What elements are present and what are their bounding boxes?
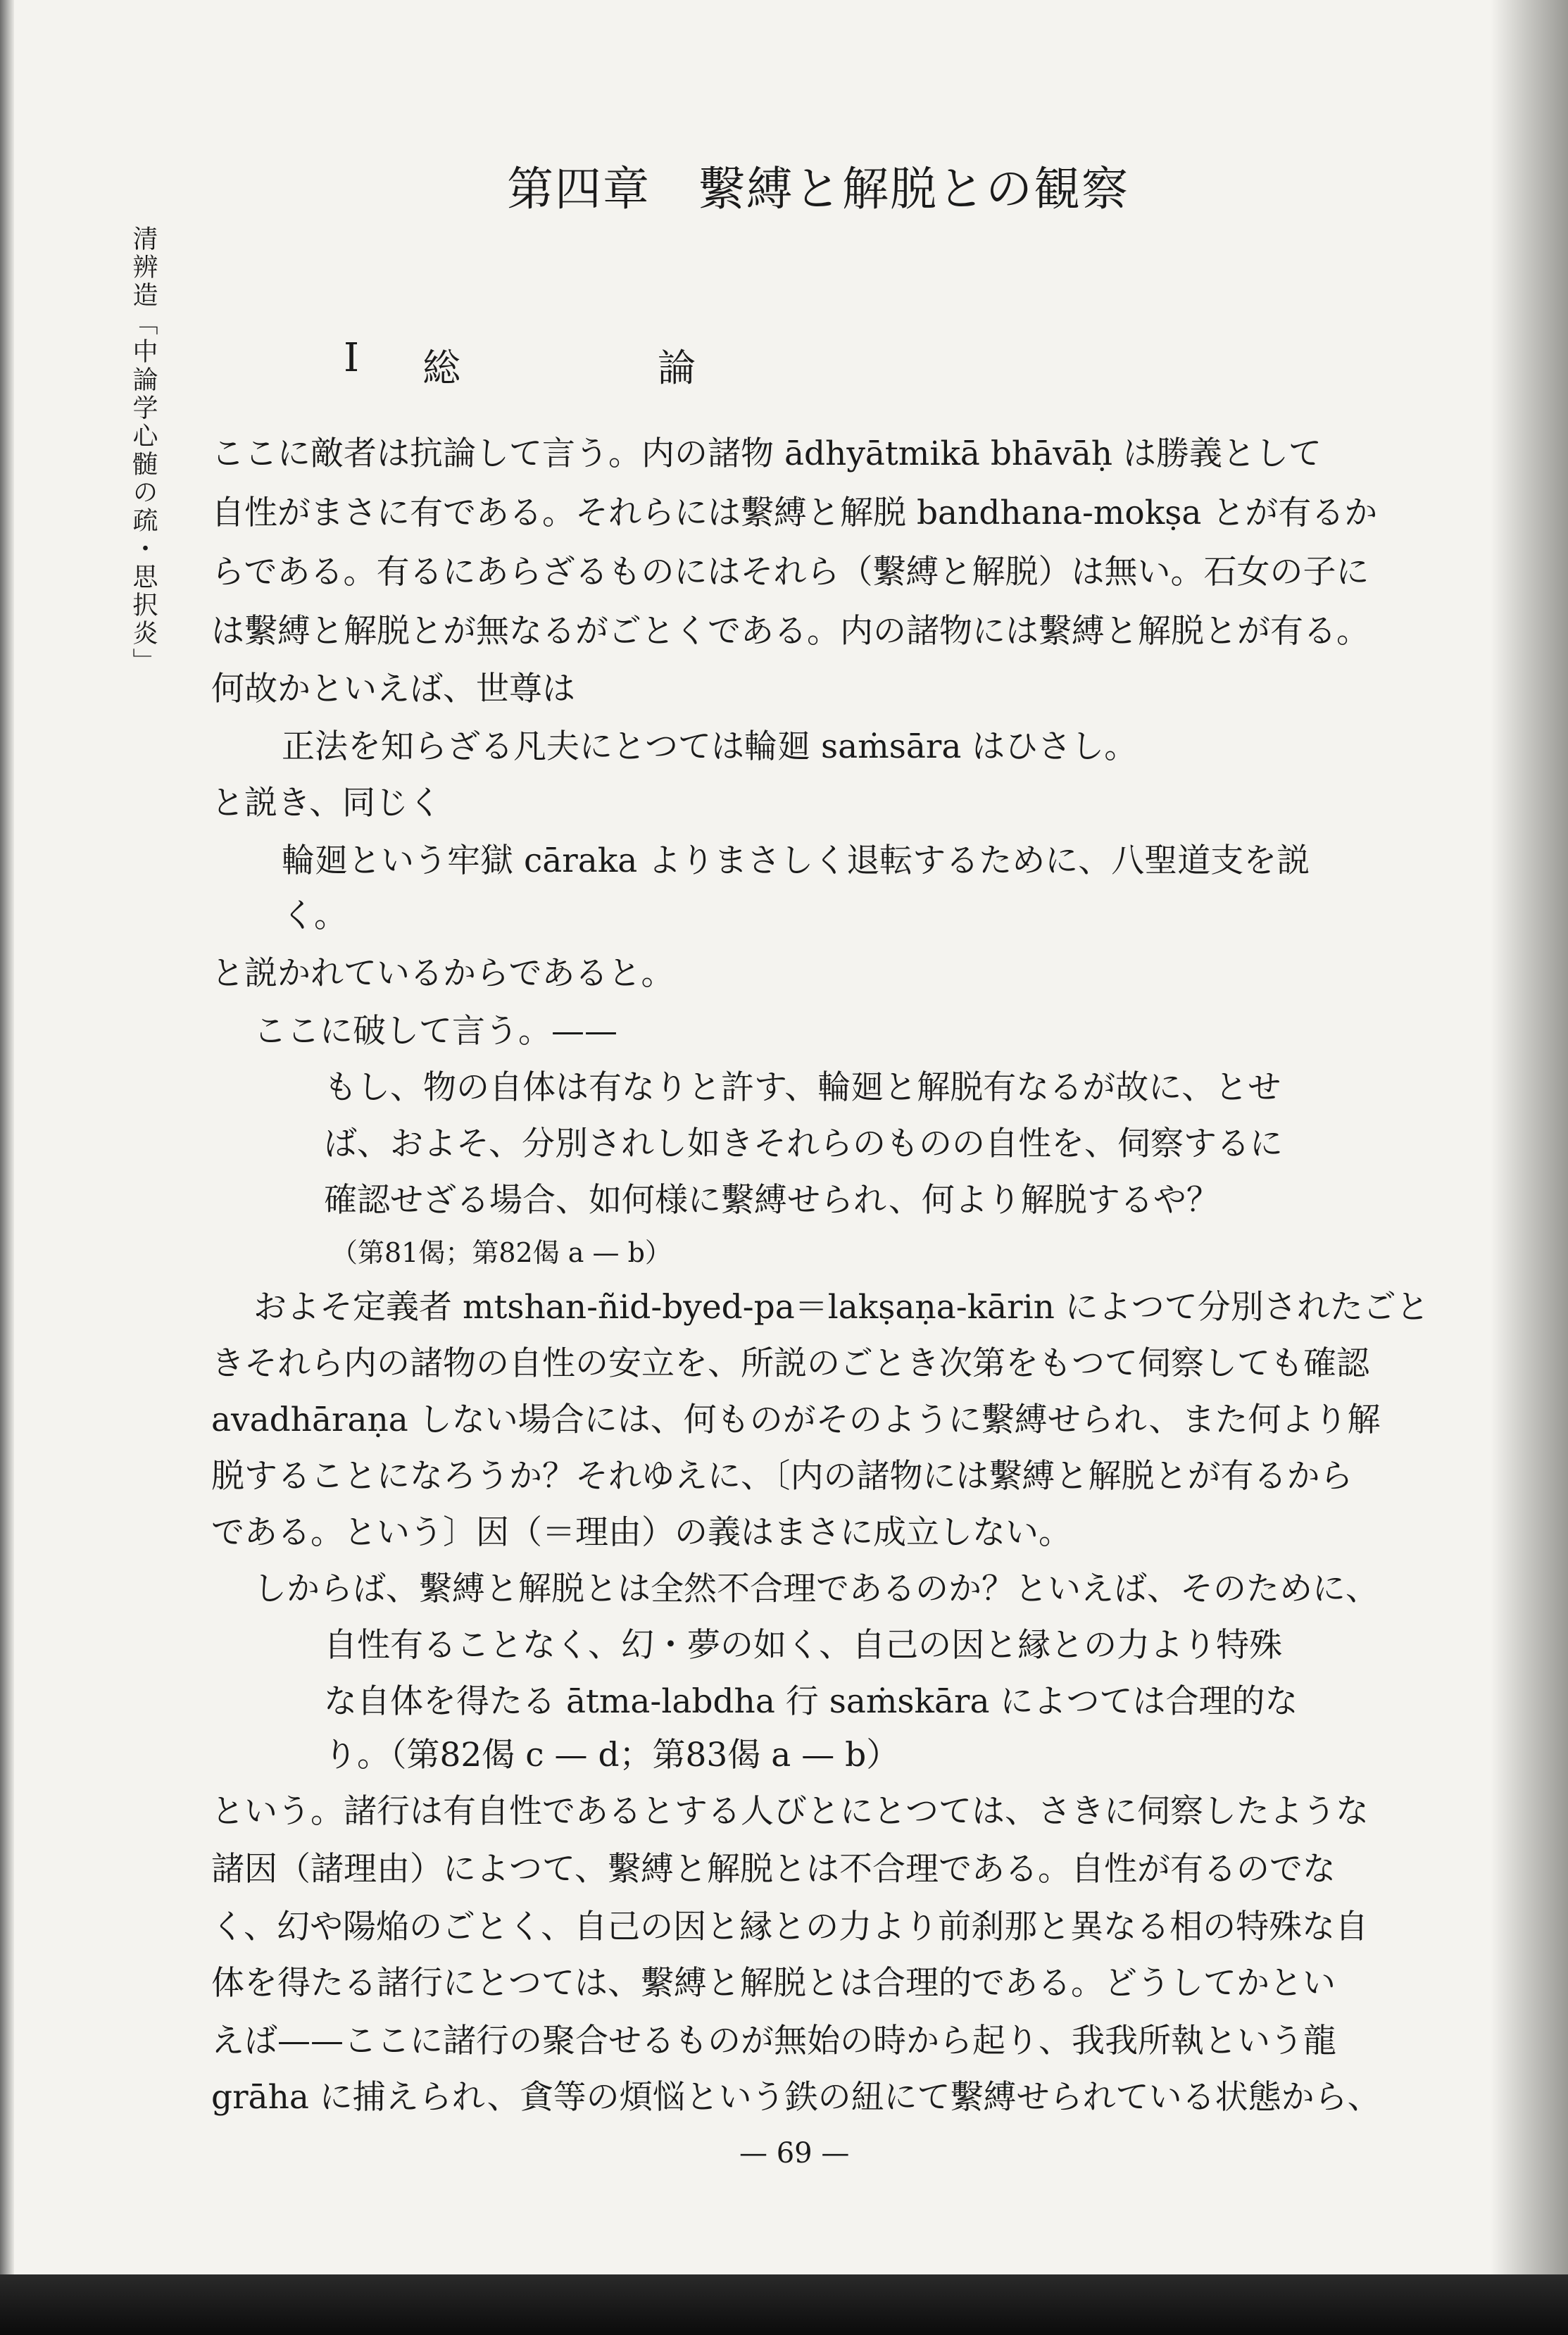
quote-line: 輪廻という牢獄 cāraka よりまさしく退転するために、八聖道支を説 (282, 841, 1310, 880)
text-line: ここに破して言う。—— (253, 1012, 617, 1051)
verse-line: 確認せざる場合、如何様に繫縛せられ、何より解脱するや？ (324, 1181, 1219, 1220)
verse-citation: （第81偈；第82偈 a — b） (331, 1237, 672, 1268)
verse-line: 自性有ることなく、幻・夢の如く、自己の因と縁との力より特殊 (324, 1626, 1283, 1665)
verse-line: ば、およそ、分別されし如きそれらのものの自性を、伺察するに (324, 1125, 1284, 1163)
section-title-char: 総 (422, 346, 460, 390)
text-line: である。という〕因（＝理由）の義はまさに成立しない。 (211, 1513, 1072, 1552)
chapter-title: 第四章 繫縛と解脱との観察 (507, 162, 1129, 216)
page-number: — 69 — (739, 2137, 850, 2170)
text-line: と説き、同じく (211, 784, 442, 822)
quote-line: 正法を知らざる凡夫にとつては輪廻 saṁsāra はひさし。 (282, 727, 1138, 766)
text-line: と説かれているからであると。 (211, 954, 675, 993)
text-line: らである。有るにあらざるものにはそれら（繫縛と解脱）は無い。石女の子に (211, 553, 1369, 591)
text-line: という。諸行は有自性であるとする人びとにとつては、さきに伺察したような (211, 1792, 1369, 1831)
text-line: 諸因（諸理由）によつて、繫縛と解脱とは不合理である。自性が有るのでな (211, 1850, 1336, 1889)
running-head: 清辨造「中論学心髄の疏・思択炎」 (129, 225, 158, 676)
text-line: 自性がまさに有である。それらには繫縛と解脱 bandhana-mokṣa とが有るか (211, 494, 1378, 532)
section-title (422, 338, 696, 392)
text-line: えば——ここに諸行の聚合せるものが無始の時から起り、我我所執という龍 (211, 2022, 1336, 2060)
scan-bottom-border (0, 2274, 1568, 2335)
text-line: しからば、繫縛と解脱とは全然不合理であるのか？といえば、そのために、 (253, 1570, 1379, 1608)
text-line: 脱することになろうか？それゆえに、〔内の諸物には繫縛と解脱とが有るから (211, 1457, 1353, 1496)
page-edge-shadow (1491, 0, 1568, 2335)
text-line: は繫縛と解脱とが無なるがごとくである。内の諸物には繫縛と解脱とが有る。 (211, 612, 1369, 651)
verse-line: な自体を得たる ātma-labdha 行 saṁskāra によつては合理的な (324, 1682, 1298, 1721)
text-line: ここに敵者は抗論して言う。内の諸物 ādhyātmikā bhāvāḥ は勝義として (211, 434, 1322, 473)
text-line: 体を得たる諸行にとつては、繫縛と解脱とは合理的である。どうしてかとい (211, 1964, 1336, 2003)
text-line: きそれら内の諸物の自性の安立を、所説のごとき次第をもつて伺察しても確認 (211, 1344, 1369, 1383)
verse-line: もし、物の自体は有なりと許す、輪廻と解脱有なるが故に、とせ (324, 1068, 1281, 1107)
section-number: Ⅰ (344, 335, 360, 381)
text-line: avadhāraṇa しない場合には、何ものがそのように繫縛せられ、また何より解 (211, 1401, 1381, 1439)
quote-line: く。 (282, 896, 348, 935)
section-title-char: 論 (658, 346, 696, 390)
text-line: く、幻や陽焔のごとく、自己の因と縁との力より前刹那と異なる相の特殊な自 (211, 1908, 1369, 1946)
book-binding-shadow (0, 0, 14, 2335)
text-line: 何故かといえば、世尊は (211, 670, 575, 708)
text-line: grāha に捕えられ、貪等の煩悩という鉄の紐にて繫縛せられている状態から、 (211, 2078, 1381, 2117)
text-line: およそ定義者 mtshan-ñid-byed-pa＝lakṣaṇa-kārin によつて分別されたごと (253, 1288, 1429, 1327)
verse-line: り。（第82偈 c — d；第83偈 a — b） (324, 1736, 900, 1774)
